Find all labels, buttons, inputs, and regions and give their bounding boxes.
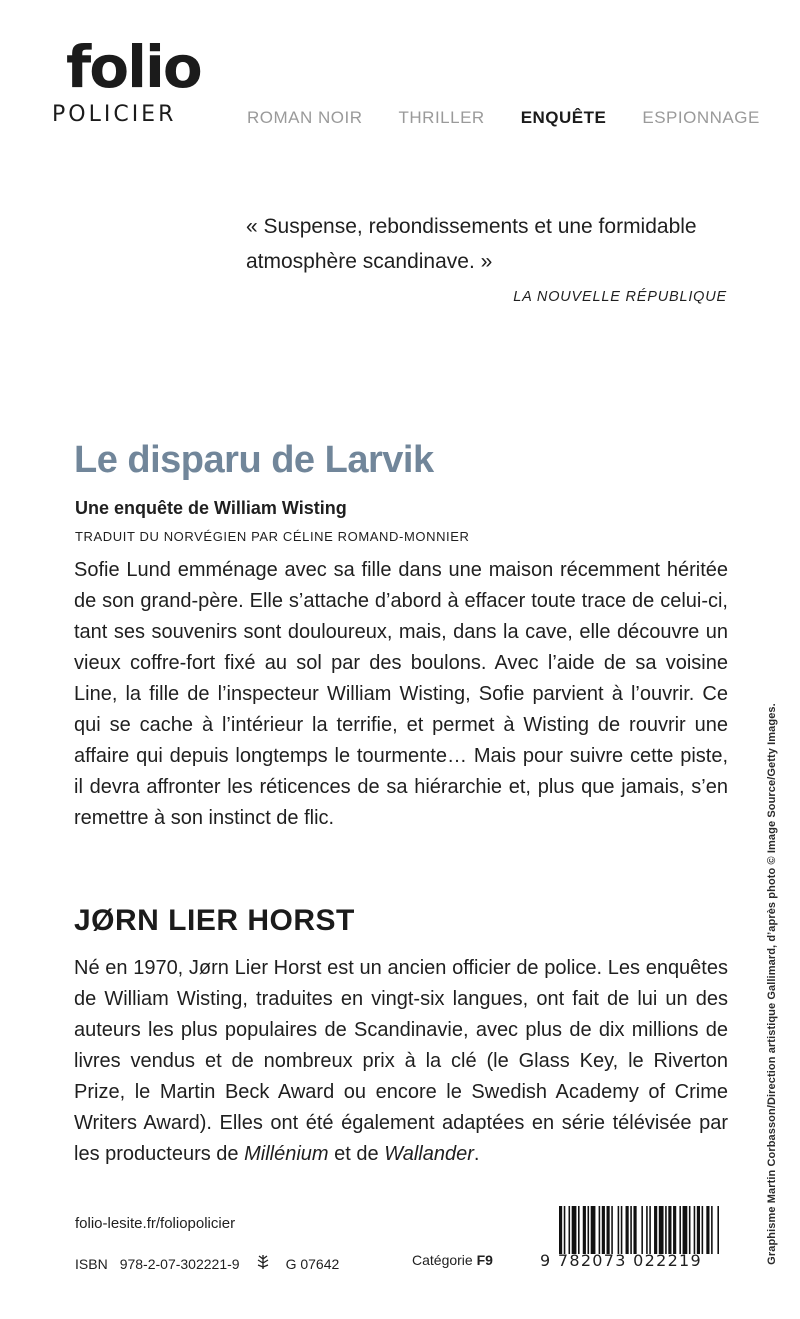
barcode-bar	[626, 1206, 629, 1254]
genre-roman-noir: ROMAN NOIR	[247, 108, 363, 127]
barcode-bar	[659, 1206, 664, 1254]
press-quote: « Suspense, rebondissements et une formidable atmosphère scandinave. »	[246, 215, 697, 273]
barcode-bar	[621, 1206, 623, 1254]
leaf-icon	[254, 1253, 272, 1275]
genre-thriller: THRILLER	[398, 108, 485, 127]
isbn-label: ISBN	[75, 1256, 108, 1272]
barcode-bar	[569, 1206, 571, 1254]
internal-code: G 07642	[285, 1256, 340, 1272]
credit-container	[762, 700, 782, 1268]
translator-credit: TRADUIT DU NORVÉGIEN PAR CÉLINE ROMAND-MONNIER	[75, 529, 470, 544]
category-label: Catégorie	[412, 1252, 473, 1268]
barcode-bar	[559, 1206, 562, 1254]
genre-espionnage: ESPIONNAGE	[642, 108, 760, 127]
book-subtitle: Une enquête de William Wisting	[75, 498, 347, 518]
barcode-bar	[683, 1206, 688, 1254]
barcode-bar	[673, 1206, 676, 1254]
barcode-bar	[572, 1206, 577, 1254]
genre-enquete: ENQUÊTE	[520, 108, 607, 127]
barcode-bar	[706, 1206, 709, 1254]
barcode-bar	[641, 1206, 643, 1254]
bio-work-wallander: Wallander	[384, 1143, 474, 1165]
barcode-bar	[654, 1206, 657, 1254]
barcode-bar	[564, 1206, 566, 1254]
barcode-bar	[646, 1206, 648, 1254]
website-link[interactable]: folio-lesite.fr/foliopolicier	[75, 1215, 236, 1232]
barcode-bar	[711, 1206, 713, 1254]
barcode-bar	[611, 1206, 613, 1254]
barcode-bar	[607, 1206, 610, 1254]
category	[412, 1253, 493, 1267]
barcode-bar	[702, 1206, 704, 1254]
barcode-bar	[694, 1206, 696, 1254]
barcode-bar	[649, 1206, 651, 1254]
barcode	[559, 1206, 719, 1254]
isbn-row	[75, 1253, 339, 1275]
brand-logo: folio	[66, 33, 201, 101]
barcode-bar	[602, 1206, 605, 1254]
barcode-bar	[679, 1206, 681, 1254]
genre-list	[247, 109, 796, 126]
category-value: F9	[476, 1252, 493, 1268]
barcode-bar	[588, 1206, 590, 1254]
collection-name: POLICIER	[52, 102, 177, 127]
author-name: JØRN LIER HORST	[74, 904, 355, 937]
barcode-bar	[599, 1206, 601, 1254]
barcode-bar	[583, 1206, 586, 1254]
bio-text: Né en 1970, Jørn Lier Horst est un ancien officier de police. Les enquêtes de William Wisting, traduites en vingt-six langues, ont fait de lui un des auteurs les plus populaires de Scandinavie, avec plus de dix millions de livres vendus et de nombreux prix à la clé (le Glass Key, le Riverton Prize, le Martin Beck Award ou encore le Swedish Academy of Crime Writers Award). Elles ont été également adaptées en série télévisée par les producteurs de	[74, 957, 728, 1165]
bio-work-millenium: Millénium	[244, 1143, 329, 1165]
barcode-bar	[591, 1206, 596, 1254]
barcode-bar	[697, 1206, 700, 1254]
isbn-number: 978-2-07-302221-9	[119, 1256, 240, 1272]
barcode-bar	[668, 1206, 671, 1254]
barcode-bar	[630, 1206, 632, 1254]
barcode-digits: 9 782073 022219	[540, 1251, 703, 1270]
barcode-bar	[717, 1206, 719, 1254]
photo-credit: Graphisme Martin Corbasson/Direction artistique Gallimard, d’après photo © Image Source/Getty Images.	[766, 703, 778, 1265]
book-title: Le disparu de Larvik	[74, 439, 434, 481]
synopsis: Sofie Lund emménage avec sa fille dans une maison récemment héritée de son grand-père. Elle s’attache d’abord à effacer toute trace de celui-ci, tant ses souvenirs sont douloureux, mais, dans la cave, elle découvre un vieux coffre-fort fixé au sol par des boulons. Avec l’aide de sa voisine Line, la fille de l’inspecteur William Wisting, Sofie parvient à l’ouvrir. Ce qui se cache à l’intérieur la terrifie, et permet à Wisting de rouvrir une affaire qui depuis longtemps le tourmente… Mais pour suivre cette piste, il devra affronter les réticences de sa hiérarchie et, plus que jamais, s’en remettre à son instinct de flic.	[74, 559, 728, 829]
barcode-bar	[633, 1206, 636, 1254]
quote-source: LA NOUVELLE RÉPUBLIQUE	[513, 289, 727, 305]
barcode-bar	[578, 1206, 580, 1254]
barcode-bar	[689, 1206, 691, 1254]
bio-mid: et de	[328, 1143, 385, 1165]
barcode-bar	[665, 1206, 667, 1254]
barcode-bar	[618, 1206, 620, 1254]
author-bio	[74, 953, 728, 1170]
bio-end: .	[473, 1143, 480, 1165]
